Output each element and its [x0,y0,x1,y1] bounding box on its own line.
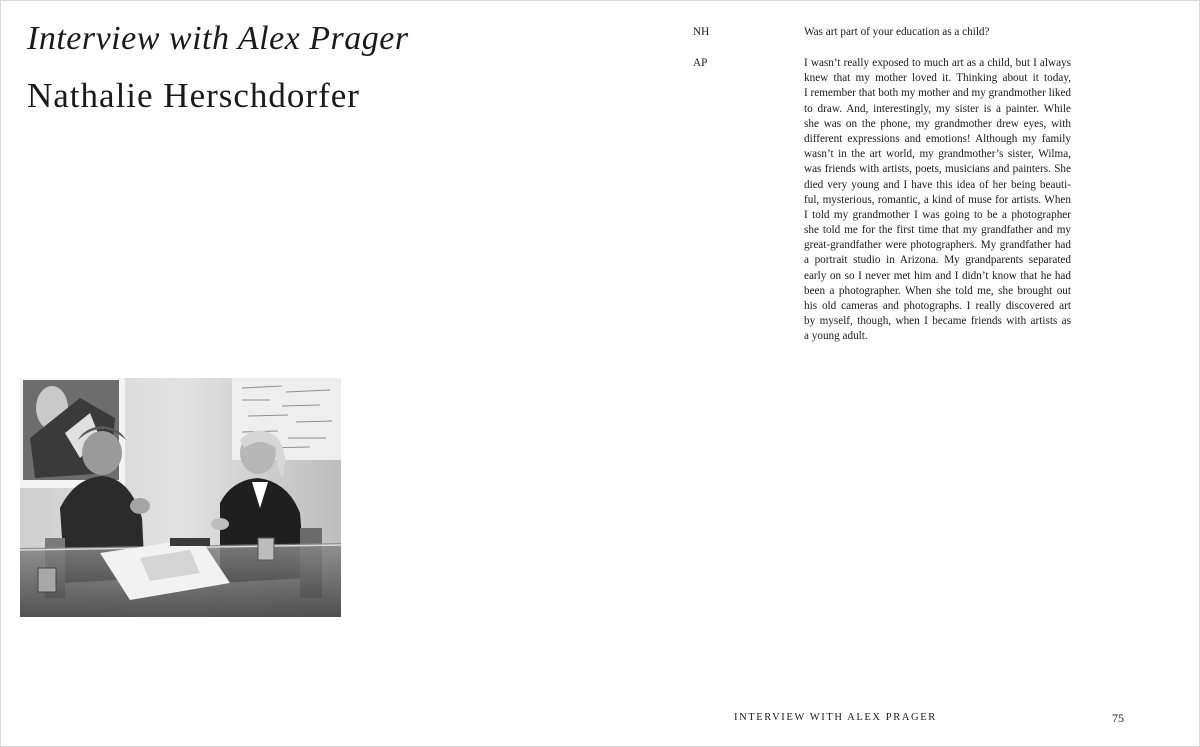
interview-title: Interview with Alex Prager [27,20,409,57]
answer-line: a portrait studio in Arizona. My grandparents separated [804,254,1071,267]
running-head: INTERVIEW WITH ALEX PRAGER [734,712,937,723]
answer-line: I told my grandmother I was going to be a photographer [804,208,1071,221]
answer-line: wasn’t in the art world, my grandmother’s sister, Wilma, [804,148,1071,161]
answer-line: great-grandfather were photographers. My grandfather had [804,239,1071,252]
answer-line: she told me for the first time that my grandfather and my [804,224,1071,237]
answer-line: I wasn’t really exposed to much art as a child, but I always [804,57,1071,69]
answer-line: knew that my mother loved it. Thinking about it today, [804,72,1071,85]
interview-photo [20,378,341,617]
answer-line: early on so I never met him and I didn’t know that he had [804,269,1071,282]
answer-line: by myself, though, when I became friends with artists as [804,315,1071,328]
author-name: Nathalie Herschdorfer [27,76,360,115]
answer-line: ful, mysterious, romantic, a kind of muse for artists. When [804,193,1071,206]
answer-line: been a photographer. When she told me, she brought out [804,284,1071,297]
question-text: Was art part of your education as a child? [804,26,990,38]
answer-line: a young adult. [804,330,868,343]
speaker-label: AP [693,57,708,69]
answer-line: she was on the phone, my grandmother drew eyes, with [804,117,1071,130]
speaker-label: NH [693,26,710,38]
answer-line: different expressions and emotions! Although my family [804,132,1071,145]
page-number: 75 [1112,711,1124,725]
answer-text [804,56,1071,345]
answer-line: to draw. And, interestingly, my sister is a painter. While [804,102,1071,115]
answer-line: his old cameras and photographs. I really discovered art [804,300,1071,312]
photo-illustration [20,378,341,617]
answer-line: died very young and I have this idea of her being beauti- [804,178,1071,191]
answer-line: I remember that both my mother and my grandmother liked [804,87,1071,100]
answer-line: was friends with artists, poets, musicians and painters. She [804,163,1071,176]
